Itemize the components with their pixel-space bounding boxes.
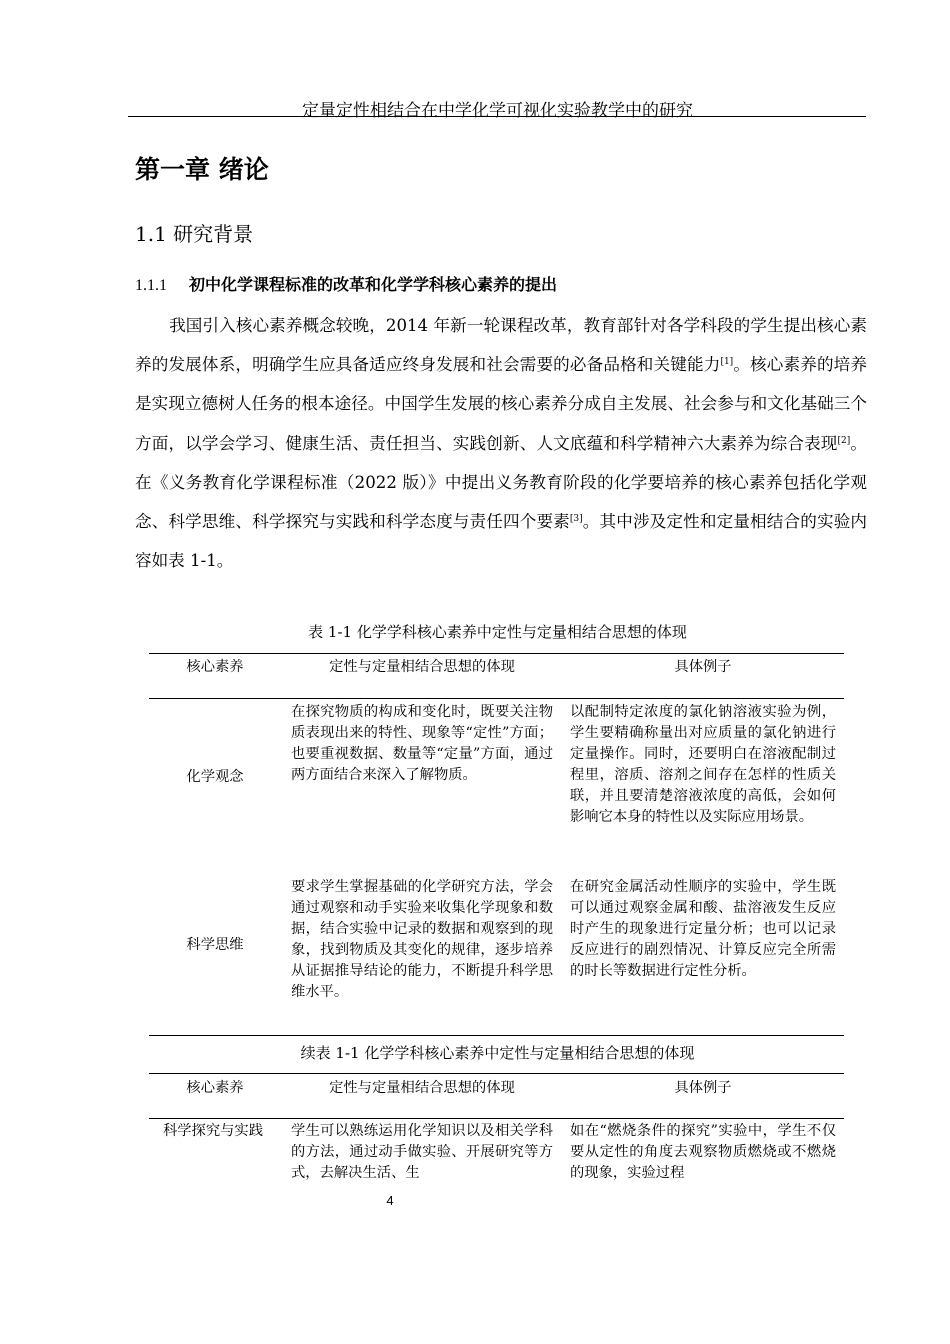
continued-header-idea: 定性与定量相结合思想的体现: [329, 1080, 515, 1096]
continued-header-core: 核心素养: [186, 1080, 244, 1096]
body-paragraph: [135, 306, 867, 580]
table-caption: 表 1-1 化学学科核心素养中定性与定量相结合思想的体现: [308, 623, 687, 641]
paragraph-text-1: 我国引入核心素养概念较晚，2014 年新一轮课程改革，教育部针对各学科段的学生提出核心素养的发展体系，明确学生应具备适应终身发展和社会需要的必备品格和关键能力: [135, 316, 867, 375]
table-row-idea: 要求学生掌握基础的化学研究方法，学会通过观察和动手实验来收集化学现象和数据，结合实验中记录的数据和观察到的现象，找到物质及其变化的规律，逐步培养从证据推导结论的能力，不断提升科学思维水平。: [291, 879, 553, 1000]
paragraph-text-4: 。其中涉及定性和定量相结合的实验内容如表 1-1。: [135, 512, 868, 571]
subsection-text: 初中化学课程标准的改革和化学学科核心素养的提出: [189, 275, 558, 294]
continued-table-top-rule: [149, 1073, 844, 1074]
section-title: 1.1 研究背景: [135, 222, 254, 246]
table-header-example: 具体例子: [674, 659, 732, 675]
citation-1: [1]: [720, 357, 734, 368]
page-number: 4: [386, 1193, 394, 1208]
citation-3: [3]: [569, 514, 583, 525]
paragraph-text-3: 。在《义务教育化学课程标准（2022 版）》中提出义务教育阶段的化学要培养的核心素养包括化学观念、科学思维、科学探究与实践和科学态度与责任四个要素: [135, 433, 868, 532]
continued-header-rule: [149, 1118, 844, 1119]
table-row-example: 以配制特定浓度的氯化钠溶液实验为例，学生要精确称量出对应质量的氯化钠进行定量操作。同时，还要明白在溶液配制过程里，溶质、溶剂之间存在怎样的性质关联，并且要清楚溶液浓度的高低，会如何影响它本身的特性以及实际应用场景。: [570, 704, 836, 825]
table-row-name: 科学思维: [186, 937, 244, 953]
table-header-rule: [149, 698, 844, 699]
table-bottom-rule: [149, 1035, 844, 1036]
subsection-number: 1.1.1: [135, 277, 167, 294]
table-header-idea: 定性与定量相结合思想的体现: [329, 659, 515, 675]
continued-table-caption: 续表 1-1 化学学科核心素养中定性与定量相结合思想的体现: [300, 1044, 695, 1062]
header-divider: [128, 116, 866, 117]
running-header: 定量定性相结合在中学化学可视化实验教学中的研究: [302, 101, 693, 121]
table-row-idea: 在探究物质的构成和变化时，既要关注物质表现出来的特性、现象等“定性”方面；也要重视数据、数量等“定量”方面，通过两方面结合来深入了解物质。: [291, 704, 553, 783]
citation-2: [2]: [837, 435, 851, 446]
table-row-example: 在研究金属活动性顺序的实验中，学生既可以通过观察金属和酸、盐溶液发生反应时产生的现象进行定量分析；也可以记录反应进行的剧烈情况、计算反应完全所需的时长等数据进行定性分析。: [570, 879, 836, 979]
table-row-name: 科学探究与实践: [162, 1123, 264, 1139]
chapter-title: 第一章 绪论: [135, 155, 269, 184]
table-row-name: 化学观念: [186, 769, 244, 785]
continued-header-example: 具体例子: [674, 1080, 732, 1096]
table-row-example: 如在“燃烧条件的探究”实验中，学生不仅要从定性的角度去观察物质燃烧或不燃烧的现象，实验过程: [570, 1123, 836, 1181]
subsection-title: [135, 272, 557, 295]
paragraph-text-2: 。核心素养的培养是实现立德树人任务的根本途径。中国学生发展的核心素养分成自主发展、社会参与和文化基础三个方面，以学会学习、健康生活、责任担当、实践创新、人文底蕴和科学精神六大素养为综合表现: [135, 355, 868, 453]
table-top-rule: [149, 653, 844, 654]
table-row-idea: 学生可以熟练运用化学知识以及相关学科的方法，通过动手做实验、开展研究等方式，去解决生活、生: [291, 1123, 553, 1181]
table-header-core: 核心素养: [186, 659, 244, 675]
